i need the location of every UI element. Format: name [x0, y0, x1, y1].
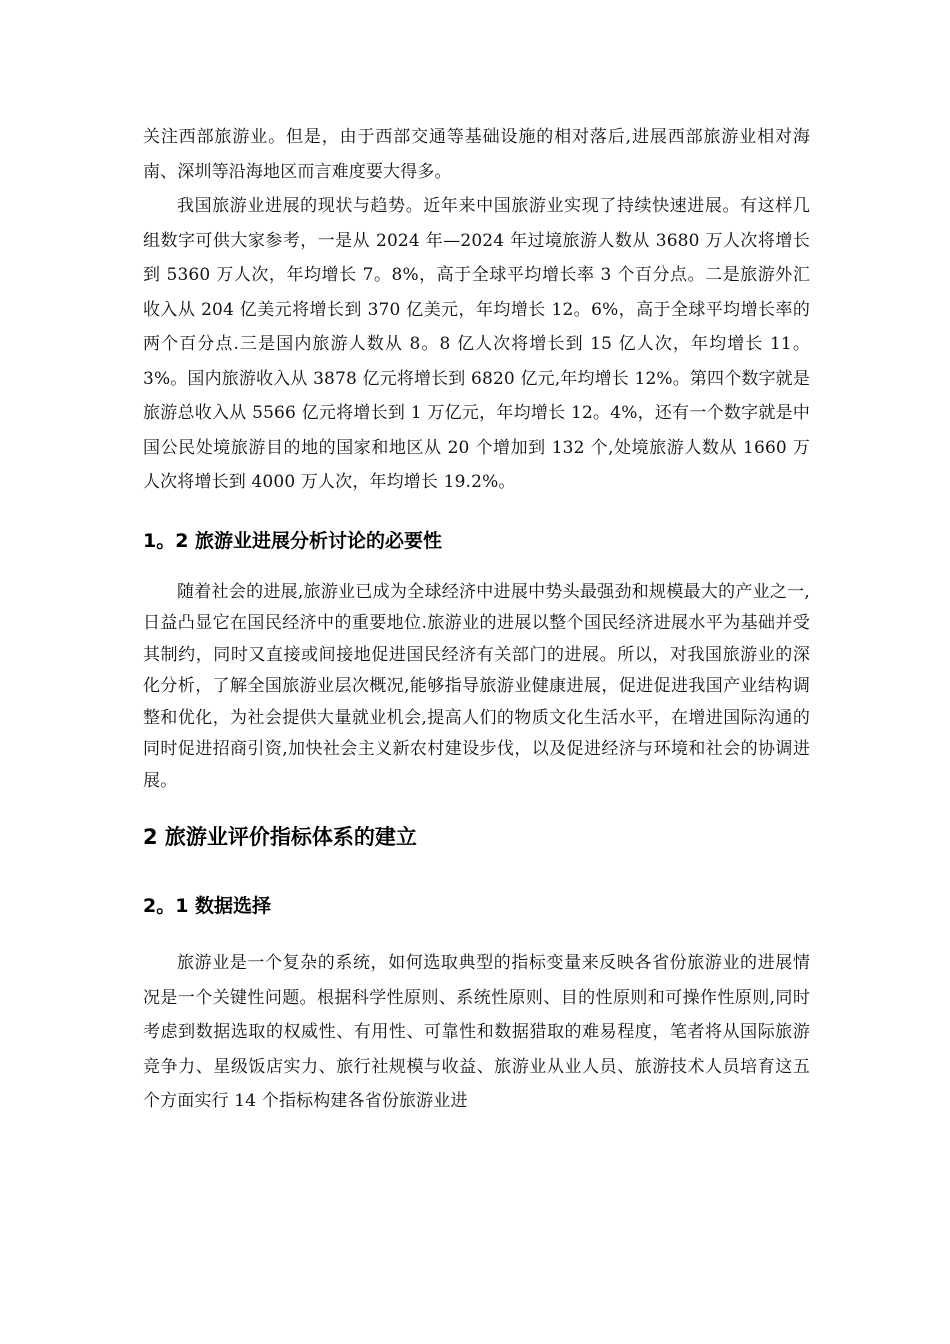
paragraph-tourism-status-trends: 我国旅游业进展的现状与趋势。近年来中国旅游业实现了持续快速进展。有这样几组数字可供大家参考，一是从 2024 年—2024 年过境旅游人数从 3680 万人次将增长到 5360 万人次，年均增长 7。8%，高于全球平均增长率 3 个百分点。二是旅游外汇收入从 204 亿美元将增长到 370 亿美元，年均增长 12。6%，高于全球平均增长率的两个百分点.三是国内旅游人数从 8。8 亿人次将增长到 15 亿人次，年均增长 11。3%。国内旅游收入从 3878 亿元将增长到 6820 亿元,年均增长 12%。第四个数字就是旅游总收入从 5566 亿元将增长到 1 万亿元，年均增长 12。4%，还有一个数字就是中国公民处境旅游目的地的国家和地区从 20 个增加到 132 个,处境旅游人数从 1660 万人次将增长到 4000 万人次，年均增长 19.2%。 — [143, 196, 810, 492]
paragraph-western-tourism: 关注西部旅游业。但是，由于西部交通等基础设施的相对落后,进展西部旅游业相对海南、深圳等沿海地区而言难度要大得多。 — [143, 127, 810, 182]
section-heading-2-1: 2。1 数据选择 — [143, 895, 272, 917]
section-heading-2: 2 旅游业评价指标体系的建立 — [143, 825, 417, 849]
section-heading-1-2: 1。2 旅游业进展分析讨论的必要性 — [143, 529, 443, 552]
paragraph-necessity: 随着社会的进展,旅游业已成为全球经济中进展中势头最强劲和规模最大的产业之一,日益凸显它在国民经济中的重要地位.旅游业的进展以整个国民经济进展水平为基础并受其制约，同时又直接或间接地促进国民经济有关部门的进展。所以，对我国旅游业的深化分析，了解全国旅游业层次概况,能够指导旅游业健康进展，促进促进我国产业结构调整和优化，为社会提供大量就业机会,提高人们的物质文化生活水平，在增进国际沟通的同时促进招商引资,加快社会主义新农村建设步伐，以及促进经济与环境和社会的协调进展。 — [143, 581, 810, 791]
paragraph-data-selection: 旅游业是一个复杂的系统，如何选取典型的指标变量来反映各省份旅游业的进展情况是一个关键性问题。根据科学性原则、系统性原则、目的性原则和可操作性原则,同时考虑到数据选取的权威性、有用性、可靠性和数据猎取的难易程度，笔者将从国际旅游竞争力、星级饭店实力、旅行社规模与收益、旅游业从业人员、旅游技术人员培育这五个方面实行 14 个指标构建各省份旅游业进 — [143, 953, 810, 1111]
document-page — [143, 120, 810, 1119]
